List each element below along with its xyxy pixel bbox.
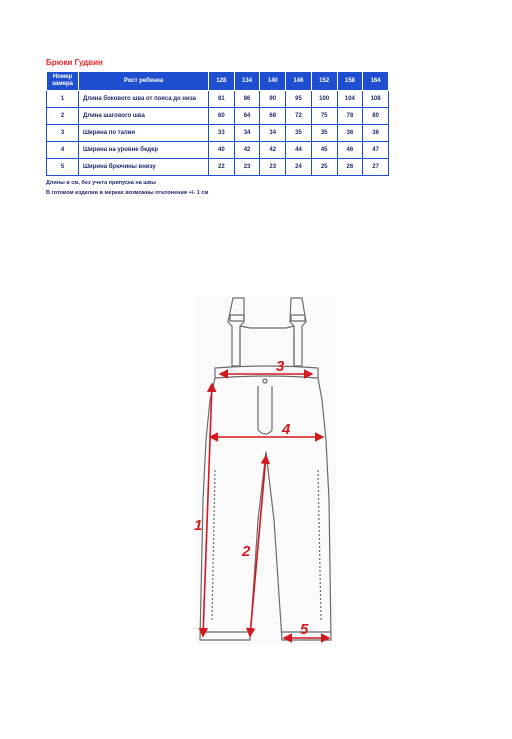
cell-value: 68 xyxy=(260,108,286,125)
cell-value: 78 xyxy=(337,108,363,125)
cell-value: 100 xyxy=(311,91,337,108)
cell-value: 33 xyxy=(209,125,235,142)
diagram-background xyxy=(196,296,336,646)
cell-value: 104 xyxy=(337,91,363,108)
cell-value: 40 xyxy=(209,142,235,159)
note-units: Длины в см, без учета припуска на швы xyxy=(46,180,156,186)
row-number: 4 xyxy=(47,142,79,159)
cell-value: 35 xyxy=(286,125,312,142)
header-size: 140 xyxy=(260,72,286,91)
label-3: 3 xyxy=(276,358,285,375)
cell-value: 36 xyxy=(363,125,389,142)
cell-value: 72 xyxy=(286,108,312,125)
label-4: 4 xyxy=(282,421,291,438)
cell-value: 80 xyxy=(363,108,389,125)
cell-value: 86 xyxy=(234,91,260,108)
row-description: Длина шагового шва xyxy=(79,108,209,125)
header-measure-number: Номер замера xyxy=(47,72,79,91)
header-size: 128 xyxy=(209,72,235,91)
cell-value: 34 xyxy=(234,125,260,142)
cell-value: 60 xyxy=(209,108,235,125)
row-description: Ширина брючины внизу xyxy=(79,159,209,176)
cell-value: 27 xyxy=(363,159,389,176)
product-title: Брюки Гудвин xyxy=(46,58,103,67)
cell-value: 42 xyxy=(260,142,286,159)
cell-value: 35 xyxy=(311,125,337,142)
row-number: 1 xyxy=(47,91,79,108)
header-size: 152 xyxy=(311,72,337,91)
row-number: 3 xyxy=(47,125,79,142)
cell-value: 24 xyxy=(286,159,312,176)
cell-value: 47 xyxy=(363,142,389,159)
header-size: 164 xyxy=(363,72,389,91)
cell-value: 36 xyxy=(337,125,363,142)
cell-value: 90 xyxy=(260,91,286,108)
cell-value: 23 xyxy=(260,159,286,176)
cell-value: 25 xyxy=(311,159,337,176)
cell-value: 26 xyxy=(337,159,363,176)
cell-value: 81 xyxy=(209,91,235,108)
row-description: Ширина по талии xyxy=(79,125,209,142)
cell-value: 75 xyxy=(311,108,337,125)
note-tolerance: В готовом изделии в мерках возможны отклонения +/- 1 см xyxy=(46,190,209,196)
row-number: 2 xyxy=(47,108,79,125)
cell-value: 34 xyxy=(260,125,286,142)
header-size: 134 xyxy=(234,72,260,91)
cell-value: 23 xyxy=(234,159,260,176)
cell-value: 22 xyxy=(209,159,235,176)
row-description: Ширина на уровне бедер xyxy=(79,142,209,159)
cell-value: 46 xyxy=(337,142,363,159)
label-5: 5 xyxy=(300,621,309,638)
header-child-height: Рост ребенка xyxy=(79,72,209,91)
cell-value: 64 xyxy=(234,108,260,125)
cell-value: 95 xyxy=(286,91,312,108)
cell-value: 108 xyxy=(363,91,389,108)
cell-value: 44 xyxy=(286,142,312,159)
label-2: 2 xyxy=(242,543,251,560)
header-size: 158 xyxy=(337,72,363,91)
cell-value: 45 xyxy=(311,142,337,159)
header-size: 146 xyxy=(286,72,312,91)
row-description: Длина бокового шва от пояса до низа xyxy=(79,91,209,108)
row-number: 5 xyxy=(47,159,79,176)
cell-value: 42 xyxy=(234,142,260,159)
label-1: 1 xyxy=(194,517,203,534)
